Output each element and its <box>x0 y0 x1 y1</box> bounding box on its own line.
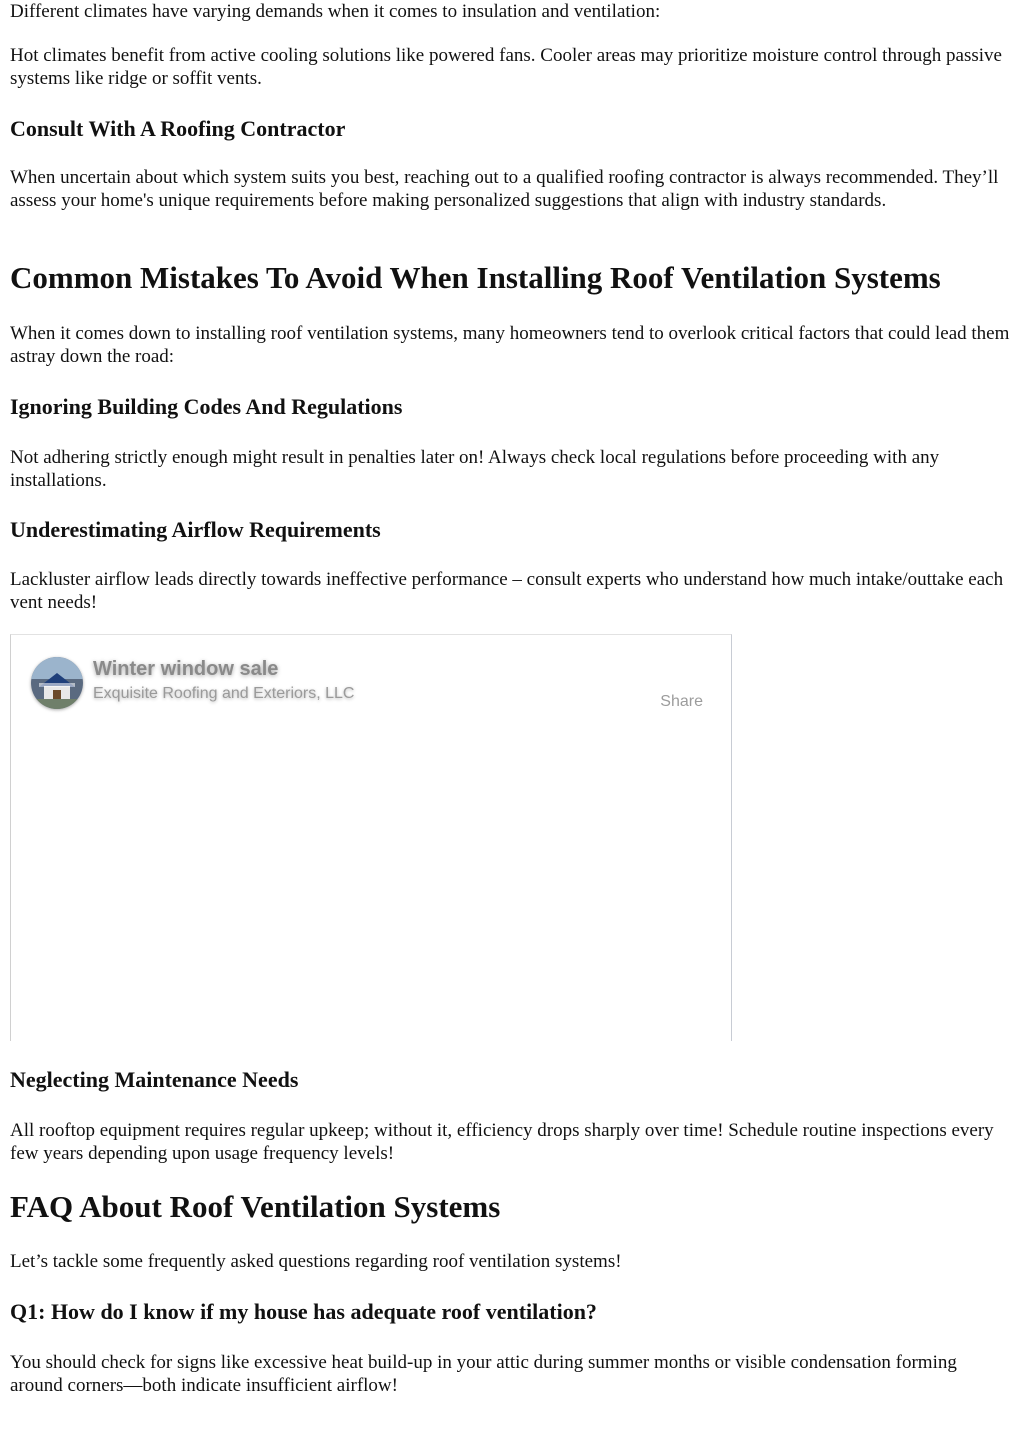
heading-faq: FAQ About Roof Ventilation Systems <box>10 1189 501 1224</box>
channel-name[interactable]: Exquisite Roofing and Exteriors, LLC <box>93 685 355 702</box>
heading-faq-q1: Q1: How do I know if my house has adequate roof ventilation? <box>10 1299 597 1324</box>
heading-building-codes: Ignoring Building Codes And Regulations <box>10 394 403 419</box>
paragraph-faq-q1-answer: You should check for signs like excessive heat build-up in your attic during summer months or visible condensation forming around corners—both indicate insufficient airflow! <box>10 1352 957 1396</box>
embedded-video-card[interactable] <box>10 634 732 1041</box>
paragraph-airflow: Lackluster airflow leads directly towards ineffective performance – consult experts who understand how much intake/outtake each vent needs! <box>10 569 1004 613</box>
paragraph-consult-contractor: When uncertain about which system suits you best, reaching out to a qualified roofing contractor is always recommended. They’ll assess your home's unique requirements before making personalized suggestions that align with industry standards. <box>10 167 999 211</box>
heading-consult-contractor: Consult With A Roofing Contractor <box>10 116 346 141</box>
company-logo-house-icon <box>31 657 83 709</box>
heading-airflow: Underestimating Airflow Requirements <box>10 517 381 542</box>
channel-avatar[interactable] <box>31 657 83 709</box>
paragraph-climates-detail: Hot climates benefit from active cooling solutions like powered fans. Cooler areas may prioritize moisture control through passive systems like ridge or soffit vents. <box>10 45 1002 89</box>
paragraph-common-mistakes: When it comes down to installing roof ventilation systems, many homeowners tend to overlook critical factors that could lead them astray down the road: <box>10 323 1010 367</box>
heading-common-mistakes: Common Mistakes To Avoid When Installing Roof Ventilation Systems <box>10 260 941 295</box>
paragraph-faq-intro: Let’s tackle some frequently asked questions regarding roof ventilation systems! <box>10 1251 622 1272</box>
paragraph-building-codes: Not adhering strictly enough might result in penalties later on! Always check local regulations before proceeding with any installations. <box>10 447 940 491</box>
video-title[interactable]: Winter window sale <box>93 658 279 680</box>
paragraph-climates-intro: Different climates have varying demands when it comes to insulation and ventilation: <box>10 1 661 22</box>
paragraph-maintenance: All rooftop equipment requires regular upkeep; without it, efficiency drops sharply over time! Schedule routine inspections every few years depending upon usage frequency levels! <box>10 1120 994 1164</box>
share-button[interactable]: Share <box>660 693 703 710</box>
heading-maintenance: Neglecting Maintenance Needs <box>10 1067 299 1092</box>
